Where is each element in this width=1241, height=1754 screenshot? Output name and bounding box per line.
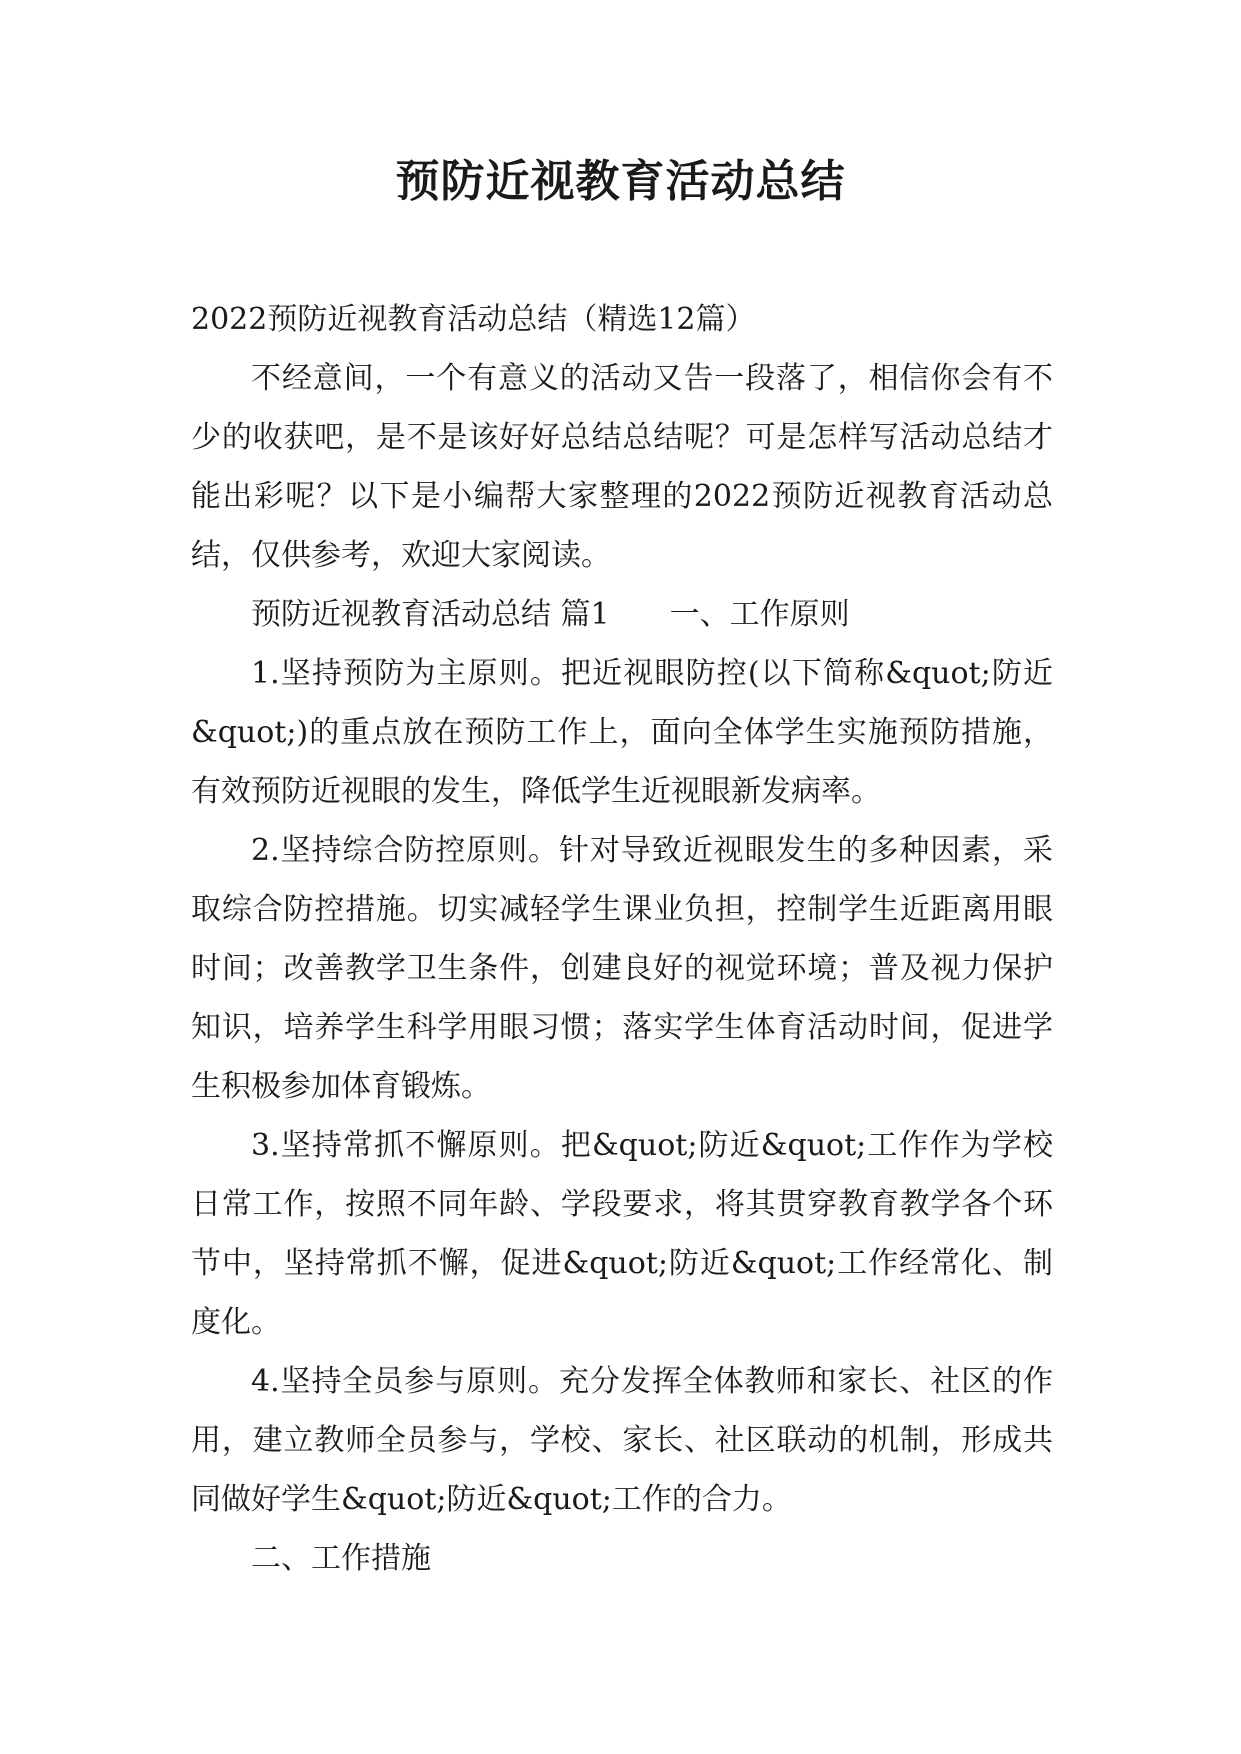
measures-heading: 二、工作措施 [251, 1541, 431, 1576]
section-heading: 预防近视教育活动总结 篇1 一、工作原则 [251, 597, 850, 632]
document-body [191, 290, 1053, 1588]
principle-paragraph-3: 3.坚持常抓不懈原则。把&quot;防近&quot;工作作为学校日常工作，按照不同年龄、学段要求，将其贯穿教育教学各个环节中，坚持常抓不懈，促进&quot;防近&quot;工作经常化、制度化。 [191, 1128, 1053, 1340]
principle-paragraph-4: 4.坚持全员参与原则。充分发挥全体教师和家长、社区的作用，建立教师全员参与，学校、家长、社区联动的机制，形成共同做好学生&quot;防近&quot;工作的合力。 [191, 1364, 1053, 1517]
intro-paragraph: 不经意间，一个有意义的活动又告一段落了，相信你会有不少的收获吧，是不是该好好总结总结呢？可是怎样写活动总结才能出彩呢？以下是小编帮大家整理的2022预防近视教育活动总结，仅供参考，欢迎大家阅读。 [191, 361, 1053, 573]
principle-paragraph-2: 2.坚持综合防控原则。针对导致近视眼发生的多种因素，采取综合防控措施。切实减轻学生课业负担，控制学生近距离用眼时间；改善教学卫生条件，创建良好的视觉环境；普及视力保护知识，培养学生科学用眼习惯；落实学生体育活动时间，促进学生积极参加体育锻炼。 [191, 833, 1053, 1104]
document-subtitle: 2022预防近视教育活动总结（精选12篇） [191, 302, 756, 337]
document-title: 预防近视教育活动总结 [395, 156, 846, 207]
principle-paragraph-1: 1.坚持预防为主原则。把近视眼防控(以下简称&quot;防近&quot;)的重点放在预防工作上，面向全体学生实施预防措施，有效预防近视眼的发生，降低学生近视眼新发病率。 [191, 656, 1053, 809]
